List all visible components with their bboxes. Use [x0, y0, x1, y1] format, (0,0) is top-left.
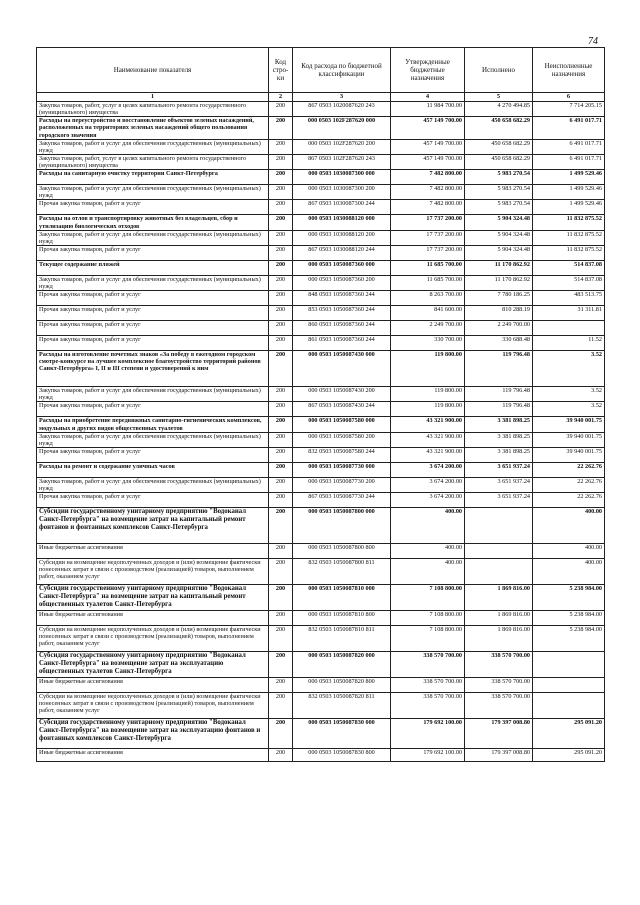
row-unexecuted: 39 940 001.75	[533, 432, 605, 447]
row-line-code: 200	[269, 693, 293, 719]
column-number: 6	[533, 93, 605, 102]
row-line-code: 200	[269, 544, 293, 559]
row-unexecuted: 11 832 875.52	[533, 215, 605, 230]
row-approved: 2 249 700.00	[391, 321, 465, 336]
row-budget-code: 867 0503 1030087300 244	[293, 200, 391, 215]
row-approved: 400.00	[391, 544, 465, 559]
row-name: Субсидии государственному унитарному предприятию "Водоканал Санкт-Петербурга" на возмещение затрат на капитальный ремонт фонтанов и фонтанных комплексов Санкт-Петербурга	[37, 508, 269, 544]
row-line-code: 200	[269, 139, 293, 154]
row-budget-code: 000 0503 1050087430 200	[293, 387, 391, 402]
row-executed: 119 796.48	[465, 351, 533, 387]
row-name: Прочая закупка товаров, работ и услуг	[37, 336, 269, 351]
row-unexecuted: 22 262.76	[533, 477, 605, 492]
row-unexecuted: 5 238 984.00	[533, 611, 605, 626]
row-unexecuted: 5 238 984.00	[533, 626, 605, 652]
row-budget-code: 853 0503 1050087360 244	[293, 306, 391, 321]
row-approved: 7 108 800.00	[391, 611, 465, 626]
row-budget-code: 832 0503 1050087820 811	[293, 693, 391, 719]
table-row	[37, 508, 605, 544]
row-budget-code: 000 0503 1050087810 800	[293, 611, 391, 626]
row-name: Субсидия государственному унитарному предприятию "Водоканал Санкт-Петербурга" на возмещение затрат на эксплуатацию фонтанов и фонтанных комплексов Санкт-Петербурга	[37, 719, 269, 749]
row-unexecuted: 3.52	[533, 351, 605, 387]
row-approved: 7 108 800.00	[391, 585, 465, 611]
row-budget-code: 000 0503 1030088120 000	[293, 215, 391, 230]
table-row	[37, 559, 605, 585]
row-name: Прочая закупка товаров, работ и услуг	[37, 402, 269, 417]
row-line-code: 200	[269, 585, 293, 611]
table-row	[37, 477, 605, 492]
row-unexecuted: 3.52	[533, 387, 605, 402]
row-approved: 7 482 800.00	[391, 185, 465, 200]
row-executed: 7 780 186.25	[465, 291, 533, 306]
row-executed: 450 658 682.29	[465, 139, 533, 154]
row-budget-code: 832 0503 1050087810 811	[293, 626, 391, 652]
table-row	[37, 432, 605, 447]
table-row	[37, 626, 605, 652]
row-budget-code: 848 0503 1050087360 244	[293, 291, 391, 306]
row-executed: 119 796.48	[465, 402, 533, 417]
row-budget-code: 861 0503 1050087360 244	[293, 336, 391, 351]
row-approved: 119 800.00	[391, 402, 465, 417]
row-unexecuted	[533, 693, 605, 719]
table-row	[37, 200, 605, 215]
row-executed: 179 397 008.80	[465, 719, 533, 749]
table-row	[37, 447, 605, 462]
row-line-code: 200	[269, 402, 293, 417]
row-approved: 3 674 200.00	[391, 477, 465, 492]
row-executed: 5 983 270.54	[465, 170, 533, 185]
row-approved: 457 149 700.00	[391, 139, 465, 154]
row-unexecuted: 1 499 529.46	[533, 170, 605, 185]
row-executed: 4 270 494.85	[465, 102, 533, 117]
row-line-code: 200	[269, 306, 293, 321]
table-row	[37, 611, 605, 626]
row-executed: 3 651 937.24	[465, 493, 533, 508]
row-line-code: 200	[269, 493, 293, 508]
row-budget-code: 000 0503 102F287620 000	[293, 117, 391, 139]
row-approved: 400.00	[391, 508, 465, 544]
row-unexecuted: 22 262.76	[533, 462, 605, 477]
column-number: 3	[293, 93, 391, 102]
row-executed: 179 397 008.80	[465, 749, 533, 762]
row-approved: 43 321 900.00	[391, 447, 465, 462]
row-budget-code: 832 0503 1050087800 811	[293, 559, 391, 585]
row-line-code: 200	[269, 117, 293, 139]
row-budget-code: 000 0503 1050087800 000	[293, 508, 391, 544]
row-name: Прочая закупка товаров, работ и услуг	[37, 306, 269, 321]
row-executed: 3 381 898.25	[465, 447, 533, 462]
row-approved: 119 800.00	[391, 351, 465, 387]
row-name: Закупка товаров, работ и услуг для обеспечения государственных (муниципальных) нужд	[37, 185, 269, 200]
row-budget-code: 000 0503 1050087800 800	[293, 544, 391, 559]
row-approved: 400.00	[391, 559, 465, 585]
row-budget-code: 867 0503 1020087620 243	[293, 102, 391, 117]
row-executed: 810 288.19	[465, 306, 533, 321]
row-executed: 450 658 682.29	[465, 154, 533, 169]
row-line-code: 200	[269, 321, 293, 336]
row-executed	[465, 508, 533, 544]
row-line-code: 200	[269, 652, 293, 678]
row-name: Расходы на изготовление почетных знаков «За победу в ежегодном городском смотре-конкурсе на лучшее комплексное благоустройство территорий районов Санкт-Петербурга» I, II и III степени и удостоверений к ним	[37, 351, 269, 387]
row-name: Субсидии государственному унитарному предприятию "Водоканал Санкт-Петербурга" на возмещение затрат на капитальный ремонт общественных туалетов Санкт-Петербурга	[37, 585, 269, 611]
table-row	[37, 260, 605, 275]
row-unexecuted: 11.52	[533, 336, 605, 351]
row-unexecuted: 3.52	[533, 402, 605, 417]
row-name: Прочая закупка товаров, работ и услуг	[37, 321, 269, 336]
row-executed	[465, 559, 533, 585]
row-line-code: 200	[269, 749, 293, 762]
table-row	[37, 291, 605, 306]
table-row	[37, 351, 605, 387]
row-approved: 338 570 700.00	[391, 652, 465, 678]
table-row	[37, 170, 605, 185]
row-approved: 119 800.00	[391, 387, 465, 402]
row-budget-code: 000 0503 1050087730 000	[293, 462, 391, 477]
row-line-code: 200	[269, 245, 293, 260]
table-row	[37, 493, 605, 508]
row-line-code: 200	[269, 200, 293, 215]
column-number: 5	[465, 93, 533, 102]
table-row	[37, 117, 605, 139]
row-unexecuted: 5 238 984.00	[533, 585, 605, 611]
row-approved: 338 570 700.00	[391, 678, 465, 693]
row-name: Прочая закупка товаров, работ и услуг	[37, 447, 269, 462]
row-name: Прочая закупка товаров, работ и услуг	[37, 245, 269, 260]
row-line-code: 200	[269, 230, 293, 245]
row-unexecuted: 400.00	[533, 544, 605, 559]
row-name: Прочая закупка товаров, работ и услуг	[37, 200, 269, 215]
row-approved: 43 321 900.00	[391, 432, 465, 447]
row-executed: 1 869 816.00	[465, 585, 533, 611]
row-unexecuted	[533, 321, 605, 336]
table-row	[37, 215, 605, 230]
row-executed: 5 904 324.48	[465, 230, 533, 245]
row-budget-code: 000 0503 1030087300 200	[293, 185, 391, 200]
row-executed: 338 570 700.00	[465, 693, 533, 719]
row-executed	[465, 544, 533, 559]
table-header-row	[37, 48, 605, 93]
header-line-code: Код стро-ки	[269, 48, 293, 93]
table-row	[37, 139, 605, 154]
row-approved: 11 685 700.00	[391, 260, 465, 275]
row-name: Закупка товаров, работ и услуг для обеспечения государственных (муниципальных) нужд	[37, 230, 269, 245]
row-line-code: 200	[269, 275, 293, 290]
header-indicator-name: Наименование показателя	[37, 48, 269, 93]
row-line-code: 200	[269, 626, 293, 652]
row-line-code: 200	[269, 432, 293, 447]
row-line-code: 200	[269, 477, 293, 492]
row-name: Закупка товаров, работ, услуг в целях капитального ремонта государственного (муниципального) имущества	[37, 154, 269, 169]
row-line-code: 200	[269, 447, 293, 462]
row-unexecuted: 31 311.81	[533, 306, 605, 321]
row-budget-code: 000 0503 1050087810 000	[293, 585, 391, 611]
row-approved: 7 482 800.00	[391, 170, 465, 185]
row-budget-code: 860 0503 1050087360 244	[293, 321, 391, 336]
row-approved: 11 685 700.00	[391, 275, 465, 290]
column-number: 1	[37, 93, 269, 102]
table-row	[37, 719, 605, 749]
row-budget-code: 000 0503 1050087430 000	[293, 351, 391, 387]
row-name: Закупка товаров, работ и услуг для обеспечения государственных (муниципальных) нужд	[37, 275, 269, 290]
row-budget-code: 000 0503 1050087830 000	[293, 719, 391, 749]
table-row	[37, 102, 605, 117]
table-row	[37, 154, 605, 169]
header-approved: Утвержденные бюджетные назначения	[391, 48, 465, 93]
row-executed: 2 249 700.00	[465, 321, 533, 336]
row-name: Иные бюджетные ассигнования	[37, 678, 269, 693]
row-name: Прочая закупка товаров, работ и услуг	[37, 291, 269, 306]
row-line-code: 200	[269, 462, 293, 477]
row-unexecuted: 6 491 017.71	[533, 117, 605, 139]
header-budget-code: Код расхода по бюджетной классификации	[293, 48, 391, 93]
column-number-row	[37, 93, 605, 102]
row-line-code: 200	[269, 291, 293, 306]
row-approved: 17 737 200.00	[391, 215, 465, 230]
table-row	[37, 678, 605, 693]
table-row	[37, 245, 605, 260]
row-executed: 11 170 862.92	[465, 275, 533, 290]
column-number: 2	[269, 93, 293, 102]
table-row	[37, 402, 605, 417]
row-unexecuted: 295 091.20	[533, 719, 605, 749]
row-approved: 457 149 700.00	[391, 117, 465, 139]
row-name: Расходы на санитарную очистку территории Санкт-Петербурга	[37, 170, 269, 185]
row-name: Расходы на приобретение передвижных санитарно-гигиенических комплексов, модульных и других видов общественных туалетов	[37, 417, 269, 432]
table-row	[37, 336, 605, 351]
row-approved: 7 108 800.00	[391, 626, 465, 652]
row-unexecuted: 22 262.76	[533, 493, 605, 508]
row-budget-code: 000 0503 1050087360 200	[293, 275, 391, 290]
table-row	[37, 321, 605, 336]
row-executed: 3 381 898.25	[465, 432, 533, 447]
table-row	[37, 585, 605, 611]
row-approved: 841 600.00	[391, 306, 465, 321]
row-budget-code: 000 0503 1050087580 200	[293, 432, 391, 447]
row-name: Закупка товаров, работ, услуг в целях капитального ремонта государственного (муниципального) имущества	[37, 102, 269, 117]
row-budget-code: 867 0503 1050087430 244	[293, 402, 391, 417]
row-name: Расходы на ремонт и содержание уличных часов	[37, 462, 269, 477]
row-approved: 179 692 100.00	[391, 719, 465, 749]
row-name: Иные бюджетные ассигнования	[37, 749, 269, 762]
table-row	[37, 230, 605, 245]
row-line-code: 200	[269, 559, 293, 585]
row-line-code: 200	[269, 611, 293, 626]
row-executed: 119 796.48	[465, 387, 533, 402]
row-name: Иные бюджетные ассигнования	[37, 544, 269, 559]
row-line-code: 200	[269, 351, 293, 387]
table-row	[37, 749, 605, 762]
row-executed: 5 983 270.54	[465, 200, 533, 215]
row-executed: 3 651 937.24	[465, 477, 533, 492]
row-unexecuted: 6 491 017.71	[533, 154, 605, 169]
row-budget-code: 000 0503 1050087580 000	[293, 417, 391, 432]
row-name: Закупка товаров, работ и услуг для обеспечения государственных (муниципальных) нужд	[37, 477, 269, 492]
row-approved: 7 482 800.00	[391, 200, 465, 215]
row-approved: 17 737 200.00	[391, 230, 465, 245]
budget-execution-table	[36, 47, 605, 762]
row-line-code: 200	[269, 678, 293, 693]
row-budget-code: 000 0503 1050087820 800	[293, 678, 391, 693]
row-approved: 43 321 900.00	[391, 417, 465, 432]
row-approved: 330 700.00	[391, 336, 465, 351]
row-executed: 330 688.48	[465, 336, 533, 351]
row-executed: 3 381 898.25	[465, 417, 533, 432]
table-row	[37, 693, 605, 719]
row-budget-code: 000 0503 1050087820 000	[293, 652, 391, 678]
table-row	[37, 544, 605, 559]
row-approved: 17 737 200.00	[391, 245, 465, 260]
row-unexecuted: 514 837.08	[533, 275, 605, 290]
row-executed: 5 904 324.48	[465, 215, 533, 230]
row-name: Субсидии на возмещение недополученных доходов и (или) возмещение фактически понесенных затрат в связи с производством (реализацией) товаров, выполнением работ, оказанием услуг	[37, 693, 269, 719]
row-executed: 5 904 324.48	[465, 245, 533, 260]
row-name: Иные бюджетные ассигнования	[37, 611, 269, 626]
table-row	[37, 306, 605, 321]
table-row	[37, 387, 605, 402]
row-approved: 3 674 200.00	[391, 493, 465, 508]
row-unexecuted: 1 499 529.46	[533, 200, 605, 215]
row-approved: 179 692 100.00	[391, 749, 465, 762]
row-name: Субсидии на возмещение недополученных доходов и (или) возмещение фактически понесенных затрат в связи с производством (реализацией) товаров, выполнением работ, оказанием услуг	[37, 626, 269, 652]
row-unexecuted	[533, 678, 605, 693]
row-budget-code: 832 0503 1050087580 244	[293, 447, 391, 462]
row-approved: 8 263 700.00	[391, 291, 465, 306]
row-line-code: 200	[269, 102, 293, 117]
row-line-code: 200	[269, 387, 293, 402]
row-name: Расходы на отлов и транспортировку животных без владельцев, сбор и утилизацию биологических отходов	[37, 215, 269, 230]
column-number: 4	[391, 93, 465, 102]
row-unexecuted: 295 091.20	[533, 749, 605, 762]
table-row	[37, 462, 605, 477]
row-unexecuted: 400.00	[533, 508, 605, 544]
row-executed: 3 651 937.24	[465, 462, 533, 477]
row-unexecuted	[533, 652, 605, 678]
row-unexecuted: 514 837.08	[533, 260, 605, 275]
row-budget-code: 867 0503 1050087730 244	[293, 493, 391, 508]
row-line-code: 200	[269, 417, 293, 432]
row-line-code: 200	[269, 215, 293, 230]
row-line-code: 200	[269, 154, 293, 169]
row-name: Субсидия государственному унитарному предприятию "Водоканал Санкт-Петербурга" на возмещение затрат на эксплуатацию общественных туалетов Санкт-Петербурга	[37, 652, 269, 678]
row-name: Закупка товаров, работ и услуг для обеспечения государственных (муниципальных) нужд	[37, 139, 269, 154]
row-line-code: 200	[269, 185, 293, 200]
row-unexecuted: 483 513.75	[533, 291, 605, 306]
header-unexecuted: Неисполненные назначения	[533, 48, 605, 93]
row-name: Расходы на переустройство и восстановление объектов зеленых насаждений, расположенных на территориях зеленых насаждений общего пользования городского значения	[37, 117, 269, 139]
row-executed: 1 869 816.00	[465, 626, 533, 652]
row-line-code: 200	[269, 719, 293, 749]
row-name: Субсидии на возмещение недополученных доходов и (или) возмещение фактически понесенных затрат в связи с производством (реализацией) товаров, выполнением работ, оказанием услуг	[37, 559, 269, 585]
row-approved: 3 674 200.00	[391, 462, 465, 477]
row-line-code: 200	[269, 170, 293, 185]
row-line-code: 200	[269, 336, 293, 351]
row-name: Закупка товаров, работ и услуг для обеспечения государственных (муниципальных) нужд	[37, 432, 269, 447]
row-unexecuted: 39 940 001.75	[533, 447, 605, 462]
row-approved: 457 149 700.00	[391, 154, 465, 169]
row-executed: 338 570 700.00	[465, 652, 533, 678]
row-executed: 338 570 700.00	[465, 678, 533, 693]
row-executed: 5 983 270.54	[465, 185, 533, 200]
row-unexecuted: 6 491 017.71	[533, 139, 605, 154]
header-executed: Исполнено	[465, 48, 533, 93]
row-approved: 338 570 700.00	[391, 693, 465, 719]
row-unexecuted: 400.00	[533, 559, 605, 585]
table-row	[37, 275, 605, 290]
row-name: Прочая закупка товаров, работ и услуг	[37, 493, 269, 508]
table-row	[37, 417, 605, 432]
table-row	[37, 652, 605, 678]
row-line-code: 200	[269, 508, 293, 544]
row-unexecuted: 1 499 529.46	[533, 185, 605, 200]
row-name: Текущее содержание пляжей	[37, 260, 269, 275]
row-unexecuted: 11 832 875.52	[533, 230, 605, 245]
row-budget-code: 000 0503 1030088120 200	[293, 230, 391, 245]
row-unexecuted: 11 832 875.52	[533, 245, 605, 260]
table-row	[37, 185, 605, 200]
row-budget-code: 000 0503 102F287620 200	[293, 139, 391, 154]
row-budget-code: 000 0503 1050087830 800	[293, 749, 391, 762]
row-line-code: 200	[269, 260, 293, 275]
row-budget-code: 000 0503 1050087730 200	[293, 477, 391, 492]
row-budget-code: 867 0503 102F287620 243	[293, 154, 391, 169]
row-unexecuted: 7 714 205.15	[533, 102, 605, 117]
row-executed: 450 658 682.29	[465, 117, 533, 139]
row-executed: 1 869 816.00	[465, 611, 533, 626]
row-executed: 11 170 862.92	[465, 260, 533, 275]
row-approved: 11 984 700.00	[391, 102, 465, 117]
row-budget-code: 867 0503 1030088120 244	[293, 245, 391, 260]
row-unexecuted: 39 940 001.75	[533, 417, 605, 432]
row-budget-code: 000 0503 1050087360 000	[293, 260, 391, 275]
page-number: 74	[588, 36, 598, 47]
row-budget-code: 000 0503 1030087300 000	[293, 170, 391, 185]
row-name: Закупка товаров, работ и услуг для обеспечения государственных (муниципальных) нужд	[37, 387, 269, 402]
